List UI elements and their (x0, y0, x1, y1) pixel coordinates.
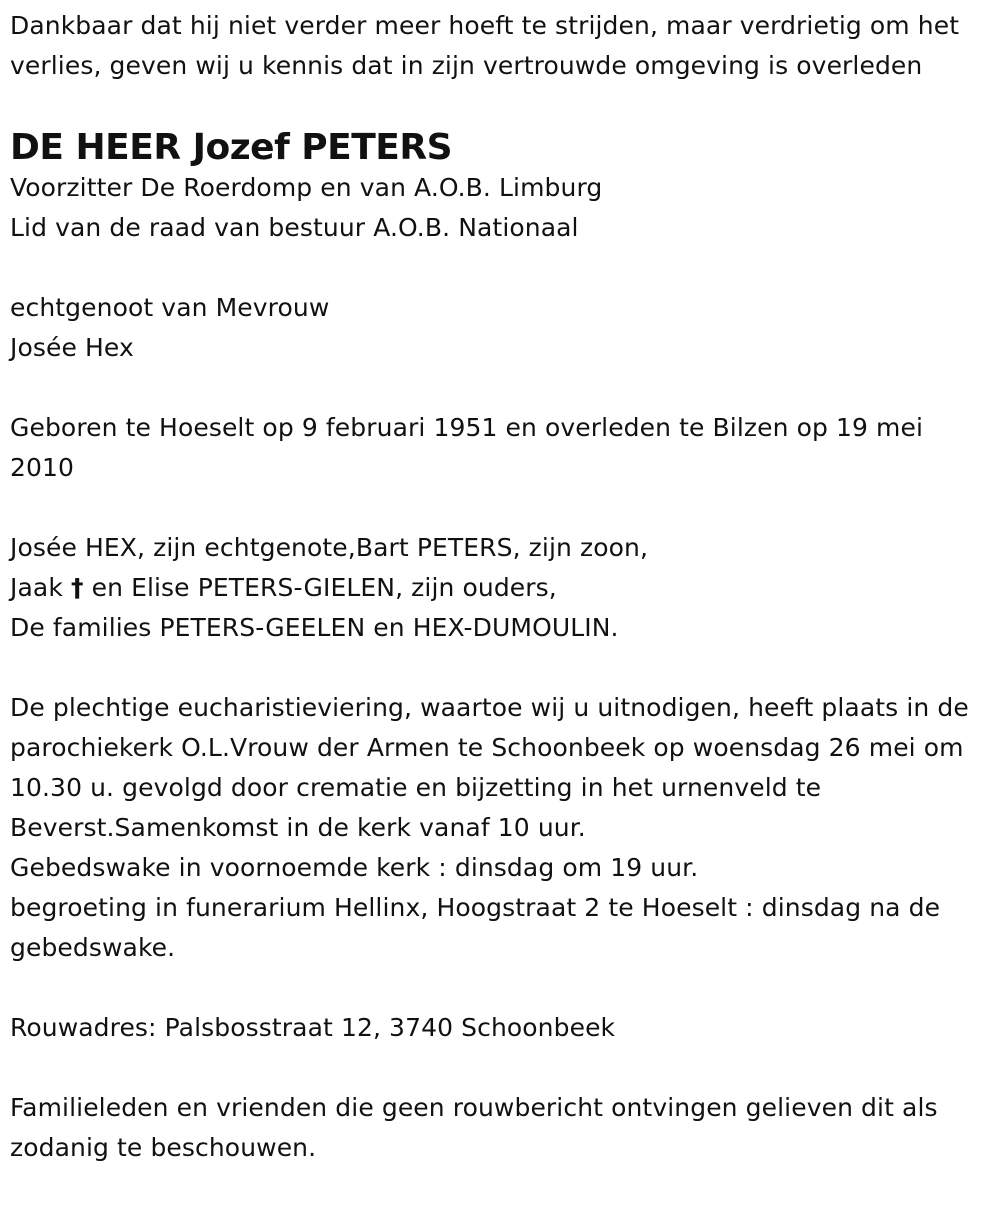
greeting-text: begroeting in funerarium Hellinx, Hoogstraat 2 te Hoeselt : dinsdag na de gebedswake. (10, 893, 941, 962)
deceased-name-title: DE HEER Jozef PETERS (10, 127, 453, 168)
function-line: Lid van de raad van bestuur A.O.B. Nationaal (10, 213, 579, 242)
spouse-block (10, 288, 990, 368)
functions-block (10, 168, 990, 248)
function-line: Voorzitter De Roerdomp en van A.O.B. Limburg (10, 173, 603, 202)
cross-icon: † (70, 573, 84, 602)
mourning-address: Rouwadres: Palsbosstraat 12, 3740 Schoonbeek (10, 1013, 616, 1042)
ceremony-block (10, 688, 990, 968)
family-line: De families PETERS-GEELEN en HEX-DUMOULIN. (10, 613, 619, 642)
spouse-name: Josée Hex (10, 333, 134, 362)
intro-text: Dankbaar dat hij niet verder meer hoeft te strijden, maar verdrietig om het verlies, geven wij u kennis dat in zijn vertrouwde omgeving is overleden (10, 11, 960, 80)
vigil-text: Gebedswake in voornoemde kerk : dinsdag om 19 uur. (10, 853, 699, 882)
family-line: Josée HEX, zijn echtgenote,Bart PETERS, zijn zoon, (10, 533, 648, 562)
family-text: en Elise PETERS-GIELEN, zijn ouders, (91, 573, 557, 602)
ceremony-main-text: De plechtige eucharistieviering, waartoe wij u uitnodigen, heeft plaats in de parochiekerk O.L.Vrouw der Armen te Schoonbeek op woensdag 26 mei om 10.30 u. gevolgd door crematie en bijzetting in het urnenveld te Beverst.Samenkomst in de kerk vanaf 10 uur. (10, 693, 969, 842)
family-line (10, 568, 990, 608)
closing-text: Familieleden en vrienden die geen rouwbericht ontvingen gelieven dit als zodanig te beschouwen. (10, 1093, 938, 1162)
family-block (10, 528, 990, 648)
spouse-label: echtgenoot van Mevrouw (10, 293, 330, 322)
birth-death-text: Geboren te Hoeselt op 9 februari 1951 en overleden te Bilzen op 19 mei 2010 (10, 413, 924, 482)
family-name: Jaak (10, 573, 63, 602)
